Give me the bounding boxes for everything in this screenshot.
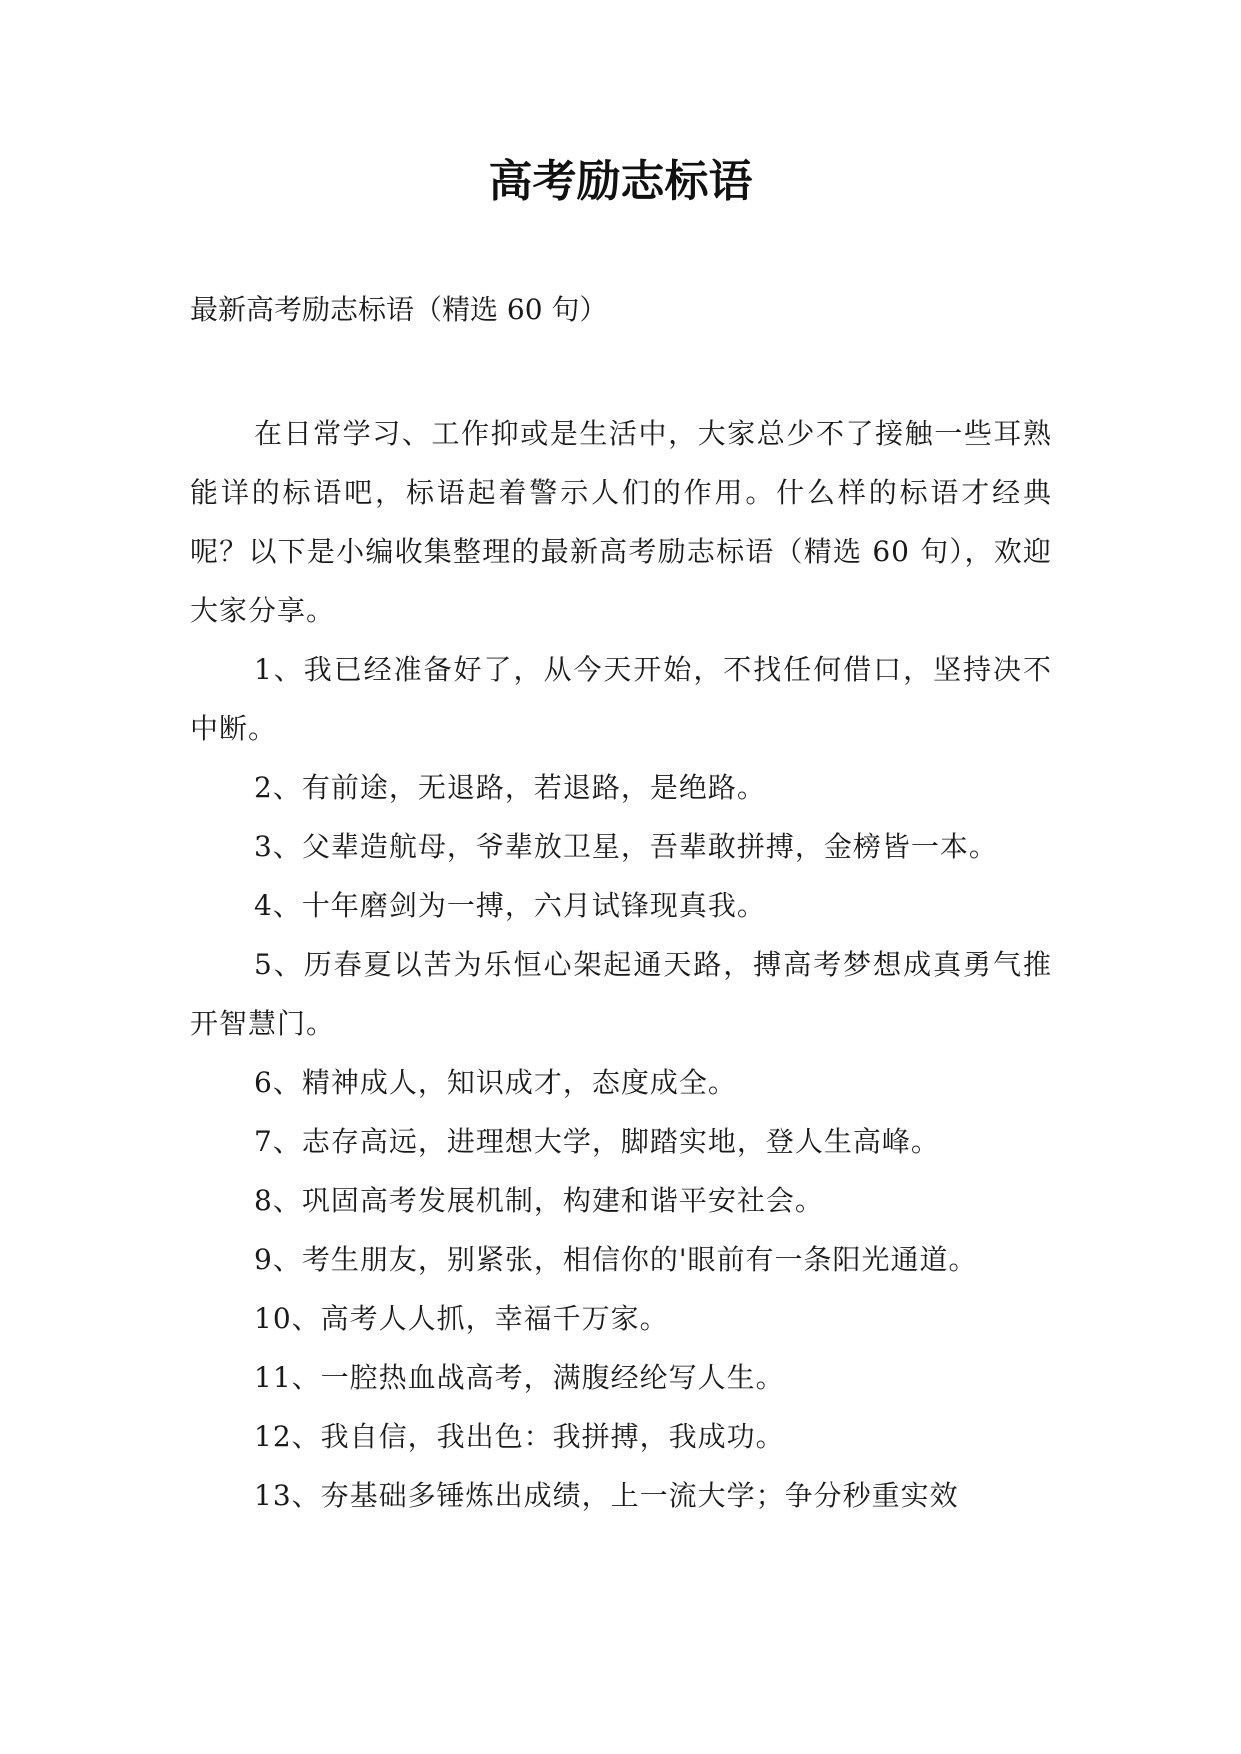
- slogan-item: 5、历春夏以苦为乐恒心架起通天路，搏高考梦想成真勇气推开智慧门。: [190, 948, 1052, 1040]
- slogan-item: 13、夯基础多锤炼出成绩，上一流大学；争分秒重实效: [254, 1479, 959, 1512]
- slogan-item: 10、高考人人抓，幸福千万家。: [254, 1302, 669, 1335]
- slogan-item: 2、有前途，无退路，若退路，是绝路。: [254, 771, 766, 804]
- slogan-item: 3、父辈造航母，爷辈放卫星，吾辈敢拼搏，金榜皆一本。: [254, 830, 998, 863]
- slogan-item: 7、志存高远，进理想大学，脚踏实地，登人生高峰。: [254, 1125, 940, 1158]
- intro-paragraph: 在日常学习、工作抑或是生活中，大家总少不了接触一些耳熟能详的标语吧，标语起着警示人们的作用。什么样的标语才经典呢？以下是小编收集整理的最新高考励志标语（精选 60 句），欢迎大家分享。: [190, 417, 1052, 627]
- document-subtitle: 最新高考励志标语（精选 60 句）: [190, 293, 608, 326]
- document-title: 高考励志标语: [488, 156, 753, 207]
- slogan-item: 6、精神成人，知识成才，态度成全。: [254, 1066, 737, 1099]
- slogan-item: 12、我自信，我出色：我拼搏，我成功。: [254, 1420, 785, 1453]
- slogan-item: 8、巩固高考发展机制，构建和谐平安社会。: [254, 1184, 824, 1217]
- slogan-item: 1、我已经准备好了，从今天开始，不找任何借口，坚持决不中断。: [190, 653, 1052, 745]
- slogan-item: 11、一腔热血战高考，满腹经纶写人生。: [254, 1361, 785, 1394]
- document-body: [190, 404, 1052, 1525]
- slogan-item: 4、十年磨剑为一搏，六月试锋现真我。: [254, 889, 766, 922]
- slogan-item: 9、考生朋友，别紧张，相信你的'眼前有一条阳光通道。: [254, 1243, 978, 1276]
